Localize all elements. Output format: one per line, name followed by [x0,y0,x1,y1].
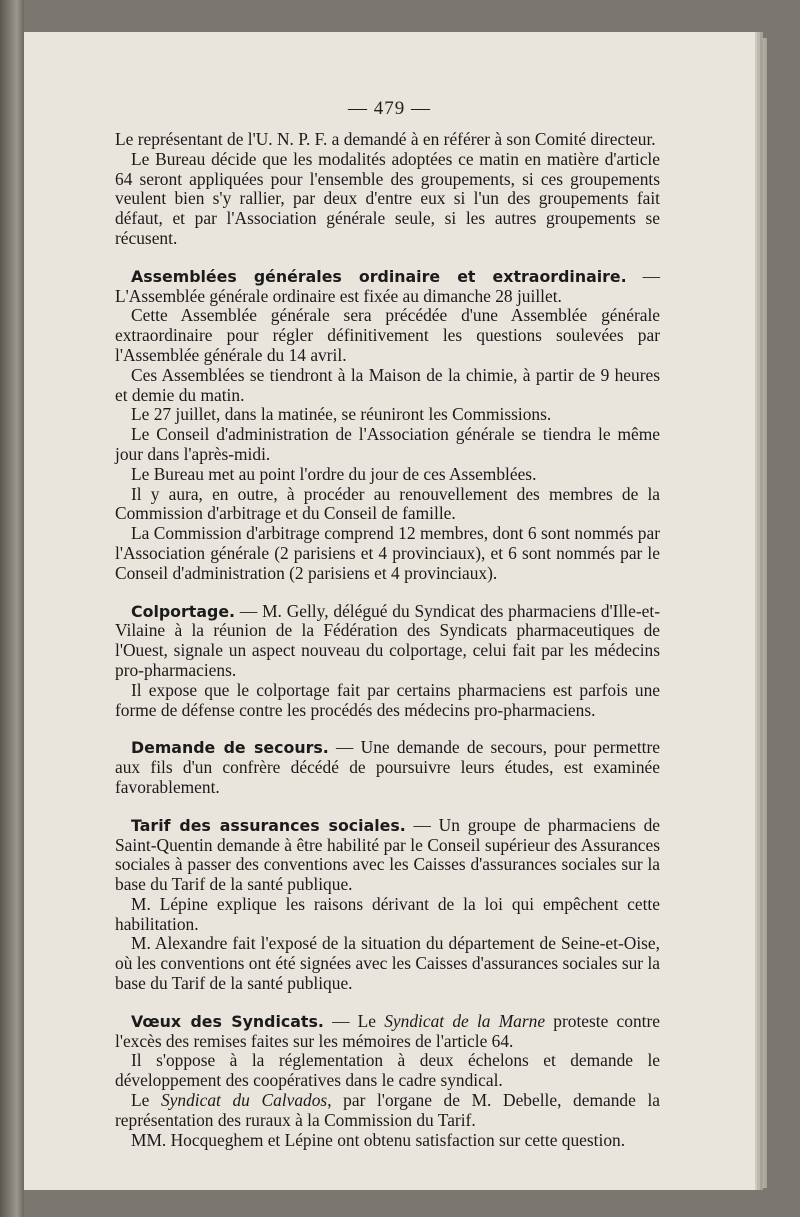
paragraph: Cette Assemblée générale sera précédée d'une Assemblée générale extraordinaire pour régler définitivement les questions soulevées par l'Assemblée générale du 14 avril. [115,305,660,365]
paragraph: Le Bureau met au point l'ordre du jour de ces Assemblées. [131,463,537,484]
section-text-lead: — Le [323,1010,385,1031]
page-edge [755,38,767,1188]
paragraph-lead: Le [131,1090,161,1111]
paragraph [115,1091,660,1131]
paragraph: Ces Assemblées se tiendront à la Maison de la chimie, à partir de 9 heures et demie du matin. [115,364,660,405]
section-demande-secours [115,738,660,797]
paragraph: M. Lépine explique les raisons dérivant de la loi qui empêchent cette habilitation. [115,893,660,934]
paragraph: MM. Hocqueghem et Lépine ont obtenu satisfaction sur cette question. [131,1129,626,1150]
page-number: — 479 — [348,98,431,119]
section-tarif [115,816,660,895]
paragraph: Le représentant de l'U. N. P. F. a demandé à en référer à son Comité directeur. [115,129,656,149]
paragraph: M. Alexandre fait l'exposé de la situation du département de Seine-et-Oise, où les conventions ont été signées avec les Caisses d'assurances sociales sur la base du Tarif de la santé publique. [115,933,660,994]
paragraph: Le Conseil d'administration de l'Association générale se tiendra le même jour dans l'après-midi. [115,424,660,464]
paragraph-text: , par l'organe de M. Debelle, demande la représentation des ruraux à la Commission du Tarif. [115,1090,660,1130]
syndicate-name: Syndicat du Calvados [160,1090,328,1111]
section-heading: Vœux des Syndicats. [131,1011,324,1031]
paragraph: Le Bureau décide que les modalités adoptées ce matin en matière d'article 64 seront appliquées pour l'ensemble des groupements, si ces groupements veulent bien s'y rallier, par deux d'entre eux si l'un des groupements fait défaut, et par l'Association générale seule, si les autres groupements se récusent. [115,148,660,248]
paragraph: Il expose que le colportage fait par certains pharmaciens est parfois une forme de défense contre les procédés des médecins pro-pharmaciens. [115,679,660,720]
syndicate-name: Syndicat de la Marne [384,1010,546,1031]
section-text: — Une demande de secours, pour permettre aux fils d'un confrère décédé de poursuivre leurs études, est examinée favorablement. [115,737,660,797]
section-text: — Un groupe de pharmaciens de Saint-Quentin demande à être habilité par le Conseil supérieur des Assurances sociales à passer des conventions avec les Caisses d'assurances sociales sur la base du Tarif de la santé publique. [115,814,660,895]
scan-left-margin [0,0,24,1217]
section-text: — M. Gelly, délégué du Syndicat des pharmaciens d'Ille-et-Vilaine à la réunion de la Fédération des Syndicats pharmaceutiques de l'Ouest, signale un aspect nouveau du colportage, celui fait par les médecins pro-pharmaciens. [115,600,660,680]
section-heading: Colportage. [131,601,236,621]
paragraph: Le 27 juillet, dans la matinée, se réuniront les Commissions. [131,404,552,425]
section-colportage [115,602,660,681]
page-body [115,130,660,1150]
section-text: — L'Assemblée générale ordinaire est fixée au dimanche 28 juillet. [115,265,660,306]
section-voeux [115,1012,660,1052]
paragraph: Il s'oppose à la réglementation à deux échelons et demande le développement des coopératives dans le cadre syndical. [115,1050,660,1091]
section-text: proteste contre l'excès des remises faites sur les mémoires de l'article 64. [115,1010,660,1051]
section-assemblees [115,267,660,307]
section-heading: Tarif des assurances sociales. [131,815,406,835]
section-heading: Assemblées générales ordinaire et extraordinaire. [131,266,627,286]
section-heading: Demande de secours. [131,738,329,758]
paragraph: La Commission d'arbitrage comprend 12 membres, dont 6 sont nommés par l'Association générale (2 parisiens et 4 provinciaux), et 6 sont nommés par le Conseil d'administration (2 parisiens et 4 provinciaux). [115,523,660,583]
paragraph: Il y aura, en outre, à procéder au renouvellement des membres de la Commission d'arbitrage et du Conseil de famille. [115,483,660,524]
document-page [24,32,755,1190]
